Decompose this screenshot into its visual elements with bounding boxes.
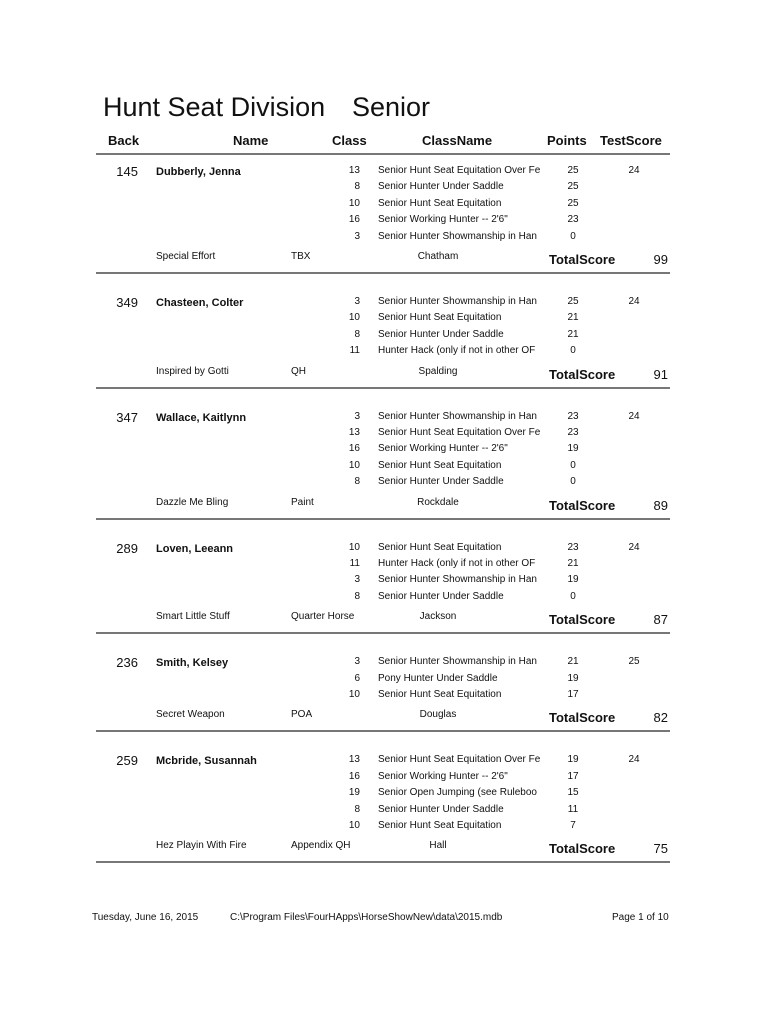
entry-summary-row [0,709,770,729]
column-testscore: TestScore [600,133,662,148]
class-points: 25 [567,296,579,307]
test-score: 24 [628,754,640,766]
class-points: 25 [567,165,579,176]
class-name: Senior Working Hunter -- 2'6" [378,214,508,226]
class-points: 0 [570,459,576,471]
total-score-label: TotalScore [549,366,616,382]
class-number: 10 [348,459,360,471]
class-number: 16 [348,214,360,226]
class-name: Senior Hunter Showmanship in Han [378,296,537,307]
class-row [0,198,770,214]
county-name: Rockdale [417,496,459,508]
total-score-value: 99 [653,252,668,267]
horse-breed: POA [291,709,313,721]
division-title: Hunt Seat Division [103,92,326,122]
county-name: Spalding [418,365,458,377]
total-score-label: TotalScore [549,710,616,726]
class-points: 0 [570,230,576,242]
level-title: Senior [352,92,431,122]
class-name: Pony Hunter Under Saddle [378,672,498,684]
class-name: Senior Hunter Under Saddle [378,476,504,488]
test-score: 25 [628,656,640,668]
entry-summary-row [0,251,770,271]
county-name: Jackson [419,611,457,623]
class-name: Senior Hunt Seat Equitation [378,197,502,209]
class-name: Senior Working Hunter -- 2'6" [378,770,508,782]
rider-name: Chasteen, Colter [156,297,244,309]
county-name: Chatham [417,251,459,262]
back-number: 347 [116,409,138,425]
class-points: 25 [567,197,579,209]
class-row [0,820,770,836]
entry-divider [96,387,670,389]
test-score: 24 [628,410,640,422]
total-score-value: 87 [653,612,668,628]
class-row [0,804,770,820]
class-points: 0 [570,476,576,488]
class-number: 10 [348,541,360,553]
class-row [0,296,770,312]
class-name: Hunter Hack (only if not in other OF [378,557,536,569]
class-name: Senior Hunt Seat Equitation Over Fe [378,165,541,176]
entry-summary-row [0,366,770,386]
column-name: Name [233,133,269,148]
class-number: 3 [354,296,360,307]
class-points: 21 [567,328,579,340]
class-number: 3 [354,230,360,242]
column-points: Points [547,133,587,148]
class-row [0,558,770,574]
class-row [0,460,770,476]
total-score-label: TotalScore [549,612,616,628]
entry-divider [96,861,670,863]
class-name: Senior Open Jumping (see Ruleboo [378,787,537,799]
class-name: Senior Working Hunter -- 2'6" [378,443,508,455]
total-score-value: 91 [653,366,668,382]
footer-path: C:\Program Files\FourHApps\HorseShowNew\data\2015.mdb [230,912,503,923]
back-number: 289 [116,540,138,556]
class-points: 19 [567,672,579,684]
class-points: 17 [567,688,579,700]
back-number: 259 [116,753,138,769]
horse-breed: Appendix QH [291,840,351,852]
class-row [0,329,770,345]
class-name: Senior Hunter Showmanship in Han [378,230,537,242]
test-score: 24 [628,165,640,176]
horse-name: Smart Little Stuff [156,611,230,623]
header-rule [96,153,670,155]
class-name: Senior Hunter Showmanship in Han [378,410,537,422]
class-points: 25 [567,181,579,193]
class-points: 23 [567,426,579,438]
class-points: 19 [567,443,579,455]
total-score-value: 89 [653,497,668,513]
class-number: 16 [348,770,360,782]
class-number: 10 [348,312,360,324]
class-points: 23 [567,214,579,226]
entry-summary-row [0,497,770,517]
class-name: Senior Hunt Seat Equitation Over Fe [378,426,541,438]
class-row [0,214,770,230]
entry-summary-row [0,840,770,860]
class-row [0,771,770,787]
back-number: 236 [116,655,138,671]
class-points: 0 [570,345,576,357]
horse-name: Inspired by Gotti [156,365,229,377]
class-number: 3 [354,656,360,668]
class-name: Senior Hunter Under Saddle [378,328,504,340]
horse-name: Secret Weapon [156,709,225,721]
class-name: Senior Hunter Under Saddle [378,803,504,815]
class-number: 8 [354,476,360,488]
rider-name: Smith, Kelsey [156,657,229,670]
class-number: 3 [354,574,360,586]
back-number: 145 [116,164,138,179]
class-points: 17 [567,770,579,782]
class-name: Senior Hunt Seat Equitation [378,459,502,471]
class-name: Senior Hunt Seat Equitation [378,541,502,553]
class-number: 10 [348,197,360,209]
class-points: 19 [567,754,579,766]
horse-name: Hez Playin With Fire [156,840,247,852]
entry-divider [96,730,670,732]
class-row [0,689,770,705]
class-row [0,754,770,770]
footer-page: Page 1 of 10 [612,912,669,923]
class-name: Senior Hunter Under Saddle [378,590,504,602]
county-name: Douglas [419,709,457,721]
entry-divider [96,272,670,274]
class-points: 0 [570,590,576,602]
class-name: Senior Hunt Seat Equitation [378,688,502,700]
class-name: Senior Hunter Under Saddle [378,181,504,193]
class-number: 8 [354,590,360,602]
class-row [0,181,770,197]
class-number: 16 [348,443,360,455]
horse-breed: Quarter Horse [291,611,355,623]
class-row [0,787,770,803]
class-number: 6 [354,672,360,684]
class-number: 13 [348,754,360,766]
class-row [0,542,770,558]
total-score-label: TotalScore [549,252,616,267]
column-back: Back [108,133,140,148]
total-score-label: TotalScore [549,497,616,513]
class-row [0,574,770,590]
class-number: 11 [349,345,360,357]
class-row [0,345,770,361]
class-row [0,411,770,427]
rider-name: Wallace, Kaitlynn [156,411,247,424]
class-points: 7 [570,819,576,831]
test-score: 24 [628,296,640,307]
horse-name: Special Effort [156,251,216,262]
class-row [0,165,770,181]
class-points: 11 [567,803,579,815]
class-row [0,673,770,689]
rider-name: Dubberly, Jenna [156,166,241,178]
class-row [0,443,770,459]
class-row [0,591,770,607]
class-row [0,476,770,492]
class-number: 11 [349,557,360,569]
rider-name: Mcbride, Susannah [156,755,257,768]
class-number: 10 [348,688,360,700]
rider-name: Loven, Leeann [156,542,234,555]
horse-breed: TBX [291,251,311,262]
total-score-label: TotalScore [549,841,616,857]
column-header-row [96,133,670,153]
class-points: 19 [567,574,579,586]
class-row [0,231,770,247]
entry-divider [96,632,670,634]
class-row [0,427,770,443]
horse-breed: QH [291,365,306,377]
class-number: 8 [354,181,360,193]
total-score-value: 82 [653,710,668,726]
class-name: Senior Hunt Seat Equitation [378,312,502,324]
entry-divider [96,518,670,520]
county-name: Hall [429,840,447,852]
horse-name: Dazzle Me Bling [156,496,229,508]
total-score-value: 75 [653,841,668,857]
horse-breed: Paint [291,496,314,508]
class-name: Senior Hunter Showmanship in Han [378,574,537,586]
class-name: Hunter Hack (only if not in other OF [378,345,536,357]
footer-date: Tuesday, June 16, 2015 [92,912,199,923]
back-number: 349 [116,295,138,310]
class-row [0,312,770,328]
class-number: 3 [354,410,360,422]
class-number: 19 [348,787,360,799]
column-classname: ClassName [422,133,493,148]
class-points: 15 [567,787,579,799]
column-class: Class [332,133,367,148]
class-points: 23 [567,541,579,553]
class-number: 8 [354,803,360,815]
entry-summary-row [0,611,770,631]
class-points: 21 [567,557,579,569]
class-points: 21 [567,312,579,324]
class-number: 13 [348,165,360,176]
class-name: Senior Hunt Seat Equitation Over Fe [378,754,541,766]
class-number: 13 [348,426,360,438]
class-name: Senior Hunt Seat Equitation [378,819,502,831]
test-score: 24 [628,541,640,553]
class-number: 8 [354,328,360,340]
class-row [0,656,770,672]
class-points: 21 [567,656,579,668]
class-name: Senior Hunter Showmanship in Han [378,656,537,668]
class-number: 10 [348,819,360,831]
class-points: 23 [567,410,579,422]
